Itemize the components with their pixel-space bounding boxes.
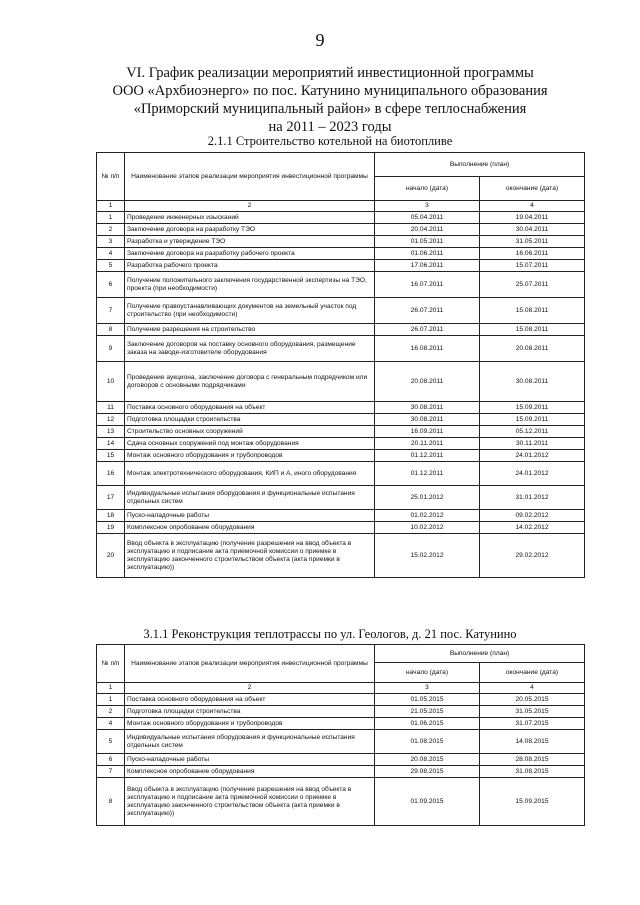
- row-stage-name: Поставка основного оборудования на объект: [125, 694, 375, 706]
- row-stage-name: Ввод объекта в эксплуатацию (получение разрешения на ввод объекта в эксплуатацию и подписание акта приемочной комиссии о приемке в эксплуатацию законченного строительством объекта (акта приемки в эксплуатацию)): [125, 534, 375, 578]
- row-stage-name: Разработка и утверждение ТЭО: [125, 236, 375, 248]
- row-stage-name: Сдача основных сооружений под монтаж оборудования: [125, 438, 375, 450]
- row-number: 4: [97, 718, 125, 730]
- row-end-date: 15.07.2011: [480, 260, 585, 272]
- row-end-date: 15.09.2011: [480, 414, 585, 426]
- col-index: 1: [97, 683, 125, 694]
- row-stage-name: Разработка рабочего проекта: [125, 260, 375, 272]
- row-number: 8: [97, 778, 125, 826]
- schedule-table-2-body: [97, 694, 585, 826]
- schedule-table-1: [96, 152, 585, 578]
- row-end-date: 15.09.2011: [480, 402, 585, 414]
- row-start-date: 20.08.2011: [375, 362, 480, 402]
- table-row: [97, 414, 585, 426]
- table-row: [97, 438, 585, 450]
- row-number: 7: [97, 298, 125, 324]
- table-row: [97, 462, 585, 486]
- row-number: 20: [97, 534, 125, 578]
- col-header-num: № п/п: [97, 645, 125, 683]
- row-start-date: 01.05.2011: [375, 236, 480, 248]
- col-header-num: № п/п: [97, 153, 125, 201]
- row-number: 19: [97, 522, 125, 534]
- row-end-date: 15.09.2015: [480, 778, 585, 826]
- row-start-date: 16.07.2011: [375, 272, 480, 298]
- row-end-date: 31.07.2015: [480, 718, 585, 730]
- heading-line: ООО «Архбиоэнерго» по пос. Катунино муниципального образования: [112, 83, 548, 99]
- row-end-date: 28.08.2015: [480, 754, 585, 766]
- row-end-date: 30.11.2011: [480, 438, 585, 450]
- column-index-row: [97, 683, 585, 694]
- row-end-date: 19.04.2011: [480, 212, 585, 224]
- row-stage-name: Пуско-наладочные работы: [125, 754, 375, 766]
- row-start-date: 16.08.2011: [375, 336, 480, 362]
- page-number: 9: [315, 30, 325, 50]
- table-row: [97, 336, 585, 362]
- row-start-date: 10.02.2012: [375, 522, 480, 534]
- row-number: 7: [97, 766, 125, 778]
- table-row: [97, 718, 585, 730]
- row-stage-name: Заключение договора на разработку рабочего проекта: [125, 248, 375, 260]
- row-end-date: 31.08.2015: [480, 766, 585, 778]
- row-start-date: 01.12.2011: [375, 462, 480, 486]
- row-stage-name: Заключение договора на разработку ТЭО: [125, 224, 375, 236]
- row-number: 17: [97, 486, 125, 510]
- table-row: [97, 248, 585, 260]
- table-row: [97, 426, 585, 438]
- row-number: 4: [97, 248, 125, 260]
- table-row: [97, 362, 585, 402]
- table-row: [97, 402, 585, 414]
- row-end-date: 31.05.2015: [480, 706, 585, 718]
- col-header-exec: Выполнение (план): [375, 645, 585, 663]
- section1-title: 2.1.1 Строительство котельной на биотопливе: [207, 134, 453, 148]
- row-number: 8: [97, 324, 125, 336]
- row-start-date: 26.07.2011: [375, 298, 480, 324]
- row-start-date: 21.05.2015: [375, 706, 480, 718]
- row-stage-name: Индивидуальные испытания оборудования и функциональные испытания отдельных систем: [125, 486, 375, 510]
- row-end-date: 24.01.2012: [480, 462, 585, 486]
- row-stage-name: Пуско-наладочные работы: [125, 510, 375, 522]
- row-start-date: 20.11.2011: [375, 438, 480, 450]
- row-number: 6: [97, 754, 125, 766]
- col-index: 3: [375, 201, 480, 212]
- row-end-date: 15.08.2011: [480, 324, 585, 336]
- row-number: 1: [97, 694, 125, 706]
- table-row: [97, 766, 585, 778]
- row-stage-name: Получение положительного заключения государственной экспертизы на ТЭО, проекта (при необходимости): [125, 272, 375, 298]
- col-header-start: начало (дата): [375, 663, 480, 683]
- col-index: 3: [375, 683, 480, 694]
- row-number: 11: [97, 402, 125, 414]
- row-stage-name: Подготовка площадки строительства: [125, 414, 375, 426]
- row-number: 13: [97, 426, 125, 438]
- row-number: 14: [97, 438, 125, 450]
- table-row: [97, 260, 585, 272]
- table-row: [97, 450, 585, 462]
- table-header-row: [97, 153, 585, 177]
- row-stage-name: Проведение инженерных изысканий: [125, 212, 375, 224]
- row-end-date: 05.12.2011: [480, 426, 585, 438]
- row-start-date: 01.08.2015: [375, 730, 480, 754]
- row-stage-name: Комплексное опробование оборудования: [125, 522, 375, 534]
- row-end-date: 30.04.2011: [480, 224, 585, 236]
- row-stage-name: Подготовка площадки строительства: [125, 706, 375, 718]
- row-start-date: 01.06.2011: [375, 248, 480, 260]
- row-number: 5: [97, 730, 125, 754]
- table-row: [97, 730, 585, 754]
- row-start-date: 15.02.2012: [375, 534, 480, 578]
- column-index-row: [97, 201, 585, 212]
- row-stage-name: Поставка основного оборудования на объект: [125, 402, 375, 414]
- row-start-date: 30.08.2011: [375, 414, 480, 426]
- schedule-table-1-body: [97, 212, 585, 578]
- table-row: [97, 706, 585, 718]
- row-stage-name: Индивидуальные испытания оборудования и функциональные испытания отдельных систем: [125, 730, 375, 754]
- row-end-date: 09.02.2012: [480, 510, 585, 522]
- row-stage-name: Монтаж электротехнического оборудования, КИП и А, иного оборудования: [125, 462, 375, 486]
- row-start-date: 17.06.2011: [375, 260, 480, 272]
- row-start-date: 20.04.2011: [375, 224, 480, 236]
- col-index: 4: [480, 201, 585, 212]
- row-start-date: 16.09.2011: [375, 426, 480, 438]
- heading-line: VI. График реализации мероприятий инвестиционной программы: [126, 65, 534, 81]
- row-number: 6: [97, 272, 125, 298]
- row-stage-name: Получение правоустанавливающих документов на земельный участок под строительство (при необходимости): [125, 298, 375, 324]
- row-end-date: 20.05.2015: [480, 694, 585, 706]
- table-row: [97, 534, 585, 578]
- col-index: 2: [125, 201, 375, 212]
- document-heading: [100, 64, 560, 136]
- row-stage-name: Монтаж основного оборудования и трубопроводов: [125, 450, 375, 462]
- row-start-date: 01.09.2015: [375, 778, 480, 826]
- row-stage-name: Монтаж основного оборудования и трубопроводов: [125, 718, 375, 730]
- col-header-name: Наименование этапов реализации мероприятия инвестиционной программы: [125, 645, 375, 683]
- row-end-date: 30.08.2011: [480, 362, 585, 402]
- col-index: 4: [480, 683, 585, 694]
- row-start-date: 25.01.2012: [375, 486, 480, 510]
- table-row: [97, 324, 585, 336]
- row-start-date: 05.04.2011: [375, 212, 480, 224]
- row-stage-name: Строительство основных сооружений: [125, 426, 375, 438]
- row-number: 15: [97, 450, 125, 462]
- col-header-name: Наименование этапов реализации мероприятия инвестиционной программы: [125, 153, 375, 201]
- row-start-date: 01.12.2011: [375, 450, 480, 462]
- row-number: 18: [97, 510, 125, 522]
- table-row: [97, 694, 585, 706]
- row-end-date: 20.08.2011: [480, 336, 585, 362]
- table-row: [97, 522, 585, 534]
- table-row: [97, 272, 585, 298]
- row-stage-name: Комплексное опробование оборудования: [125, 766, 375, 778]
- table-row: [97, 778, 585, 826]
- col-index: 1: [97, 201, 125, 212]
- row-end-date: 14.02.2012: [480, 522, 585, 534]
- row-stage-name: Заключение договоров на поставку основного оборудования, размещение заказа на заводе-изготовителе оборудования: [125, 336, 375, 362]
- row-number: 10: [97, 362, 125, 402]
- table-row: [97, 224, 585, 236]
- section2-title: 3.1.1 Реконструкция теплотрассы по ул. Геологов, д. 21 пос. Катунино: [143, 627, 517, 641]
- row-end-date: 25.07.2011: [480, 272, 585, 298]
- row-start-date: 29.08.2015: [375, 766, 480, 778]
- table-header-row: [97, 645, 585, 663]
- row-stage-name: Получение разрешения на строительство: [125, 324, 375, 336]
- row-start-date: 01.05.2015: [375, 694, 480, 706]
- col-header-end: окончание (дата): [480, 663, 585, 683]
- schedule-table-2: [96, 644, 585, 826]
- row-start-date: 20.08.2015: [375, 754, 480, 766]
- row-end-date: 31.05.2011: [480, 236, 585, 248]
- row-start-date: 30.08.2011: [375, 402, 480, 414]
- heading-line: на 2011 – 2023 годы: [268, 119, 392, 135]
- row-end-date: 24.01.2012: [480, 450, 585, 462]
- row-start-date: 01.06.2015: [375, 718, 480, 730]
- table-row: [97, 212, 585, 224]
- row-end-date: 31.01.2012: [480, 486, 585, 510]
- row-number: 2: [97, 224, 125, 236]
- col-header-end: окончание (дата): [480, 177, 585, 201]
- col-header-exec: Выполнение (план): [375, 153, 585, 177]
- row-stage-name: Проведение аукциона, заключение договора с генеральным подрядчиком или договоров с основными подрядчиками: [125, 362, 375, 402]
- row-stage-name: Ввод объекта в эксплуатацию (получение разрешения на ввод объекта в эксплуатацию и подписание акта приемочной комиссии о приемке в эксплуатацию законченного строительством объекта (акта приемки в эксплуатацию)): [125, 778, 375, 826]
- row-start-date: 26.07.2011: [375, 324, 480, 336]
- heading-line: «Приморский муниципальный район» в сфере теплоснабжения: [133, 101, 527, 117]
- row-number: 9: [97, 336, 125, 362]
- row-number: 5: [97, 260, 125, 272]
- col-header-start: начало (дата): [375, 177, 480, 201]
- row-number: 3: [97, 236, 125, 248]
- table-row: [97, 486, 585, 510]
- row-start-date: 01.02.2012: [375, 510, 480, 522]
- row-end-date: 16.06.2011: [480, 248, 585, 260]
- col-index: 2: [125, 683, 375, 694]
- table-row: [97, 510, 585, 522]
- row-end-date: 15.08.2011: [480, 298, 585, 324]
- row-number: 2: [97, 706, 125, 718]
- row-end-date: 14.08.2015: [480, 730, 585, 754]
- row-end-date: 29.02.2012: [480, 534, 585, 578]
- table-row: [97, 298, 585, 324]
- table-row: [97, 236, 585, 248]
- table-row: [97, 754, 585, 766]
- row-number: 16: [97, 462, 125, 486]
- row-number: 12: [97, 414, 125, 426]
- row-number: 1: [97, 212, 125, 224]
